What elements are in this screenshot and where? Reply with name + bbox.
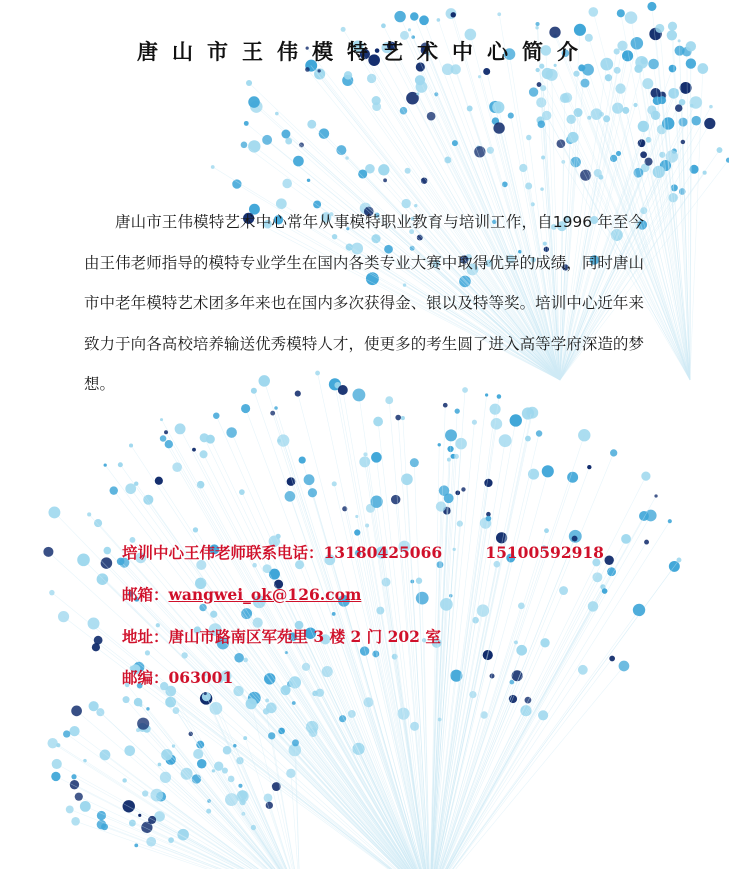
address-line <box>122 625 441 647</box>
page-title: 唐山市王伟模特艺术中心简介 <box>137 39 592 64</box>
email-line <box>122 583 361 605</box>
phone-number-2[interactable]: 15100592918 <box>485 543 604 562</box>
postcode-line <box>122 666 233 688</box>
email-label: 邮箱： <box>122 585 169 604</box>
postcode-value: 063001 <box>168 668 234 687</box>
postcode-label: 邮编： <box>122 668 169 687</box>
intro-paragraph: 唐山市王伟模特艺术中心常年从事模特职业教育与培训工作，自1996 年至今由王伟老师指导的模特专业学生在国内各类专业大赛中取得优异的成绩，同时唐山市中老年模特艺术团多年来也在国内多次获得金、银以及特等奖。培训中心近年来致力于向各高校培养输送优秀模特人才，使更多的考生圆了进入高等学府深造的梦想。 <box>84 213 644 393</box>
address-value: 唐山市路南区军苑里 3 楼 2 门 202 室 <box>168 627 441 646</box>
phone-line <box>122 541 604 563</box>
phone-number-1[interactable]: 13180425066 <box>323 543 443 562</box>
email-link[interactable]: wangwei_ok@126.com <box>168 585 362 604</box>
phone-label: 培训中心王伟老师联系电话： <box>122 543 324 562</box>
address-label: 地址： <box>122 627 169 646</box>
